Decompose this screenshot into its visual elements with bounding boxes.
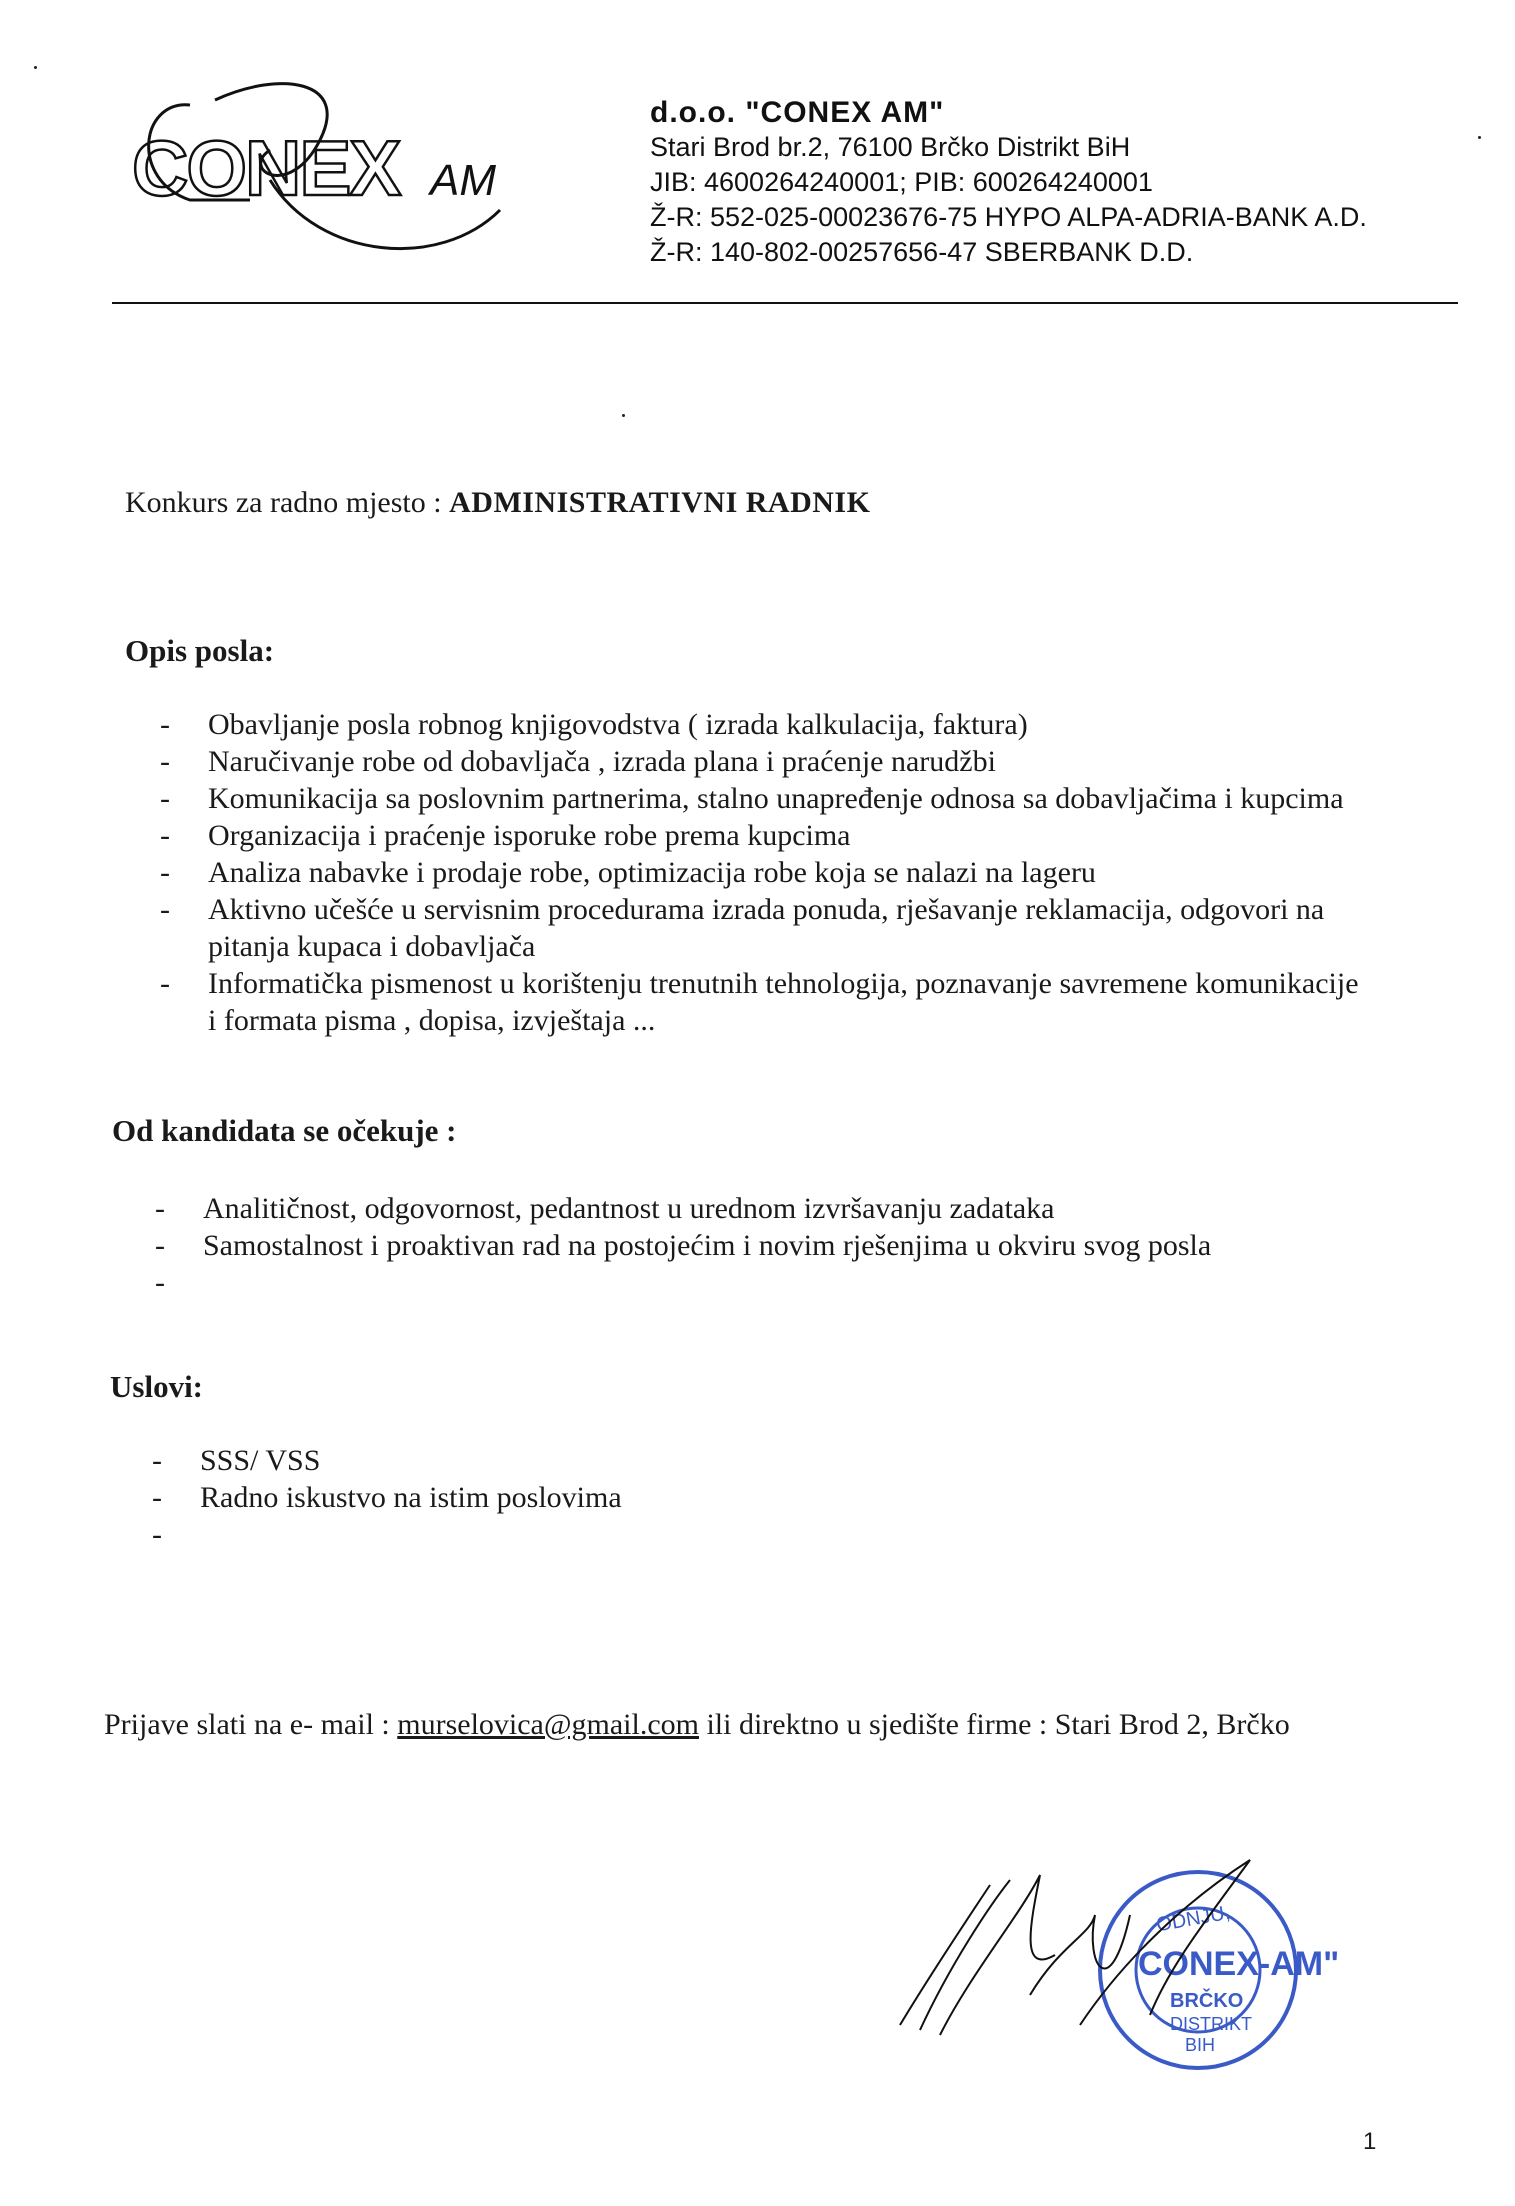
svg-text:BIH: BIH: [1185, 2035, 1216, 2055]
svg-text:CONEX: CONEX: [132, 124, 400, 212]
list-item: - Obavljanje posla robnog knjigovodstva ( izrada kalkulacija, faktura): [160, 706, 1359, 743]
list-item: - Aktivno učešće u servisnim procedurama izrada ponuda, rješavanje reklamacija, odgovori na pitanja kupaca i dobavljača: [160, 891, 1359, 965]
svg-text:AM: AM: [430, 156, 496, 205]
svg-text:DISTRIKT: DISTRIKT: [1170, 2014, 1253, 2034]
section-heading-uslovi: Uslovi:: [110, 1369, 203, 1404]
application-instructions: [104, 1706, 1290, 1744]
scan-speck: [34, 66, 37, 69]
list-item: - SSS/ VSS: [152, 1442, 622, 1479]
svg-text:BRČKO: BRČKO: [1170, 1990, 1244, 2012]
list-item: [155, 1264, 1211, 1301]
bank-account-2: Ž-R: 140-802-00257656-47 SBERBANK D.D.: [650, 237, 1194, 267]
apply-prefix: Prijave slati na e- mail :: [104, 1708, 390, 1741]
company-info: [650, 95, 1367, 270]
svg-text:CONEX-AM": CONEX-AM": [1138, 1945, 1340, 1983]
company-address: Stari Brod br.2, 76100 Brčko Distrikt BiH: [650, 132, 1131, 162]
list-item: - Organizacija i praćenje isporuke robe prema kupcima: [160, 817, 1359, 854]
list-item: - Analitičnost, odgovornost, pedantnost u urednom izvršavanju zadataka: [155, 1190, 1211, 1227]
header-divider: [112, 302, 1458, 304]
opis-list: [160, 706, 1359, 1039]
job-position: ADMINISTRATIVNI RADNIK: [449, 486, 871, 519]
email-link[interactable]: murselovica@gmail.com: [397, 1708, 699, 1741]
list-item: - Radno iskustvo na istim poslovima: [152, 1479, 622, 1516]
scan-speck: [622, 414, 625, 417]
list-item: - Naručivanje robe od dobavljača , izrada plana i praćenje narudžbi: [160, 743, 1359, 780]
apply-suffix: ili direktno u sjedište firme : Stari Brod 2, Brčko: [706, 1708, 1290, 1741]
ocekuje-list: [155, 1190, 1211, 1301]
list-item: - Analiza nabavke i prodaje robe, optimizacija robe koja se nalazi na lageru: [160, 854, 1359, 891]
company-ids: JIB: 4600264240001; PIB: 600264240001: [650, 167, 1153, 197]
list-item: - Informatička pismenost u korištenju trenutnih tehnologija, poznavanje savremene komunikacije i formata pisma , dopisa, izvještaja ...: [160, 965, 1359, 1039]
bank-account-1: Ž-R: 552-025-00023676-75 HYPO ALPA-ADRIA-BANK A.D.: [650, 202, 1367, 232]
list-item: - Samostalnost i proaktivan rad na postojećim i novim rješenjima u okviru svog posla: [155, 1227, 1211, 1264]
page-number: 1: [1363, 2128, 1377, 2155]
list-item: - Komunikacija sa poslovnim partnerima, stalno unapređenje odnosa sa dobavljačima i kupcima: [160, 780, 1359, 817]
list-item: [152, 1516, 622, 1553]
job-title-line: [125, 484, 870, 522]
uslovi-list: [152, 1442, 622, 1553]
signature-stamp: [880, 1855, 1340, 2075]
scan-speck: [1478, 136, 1481, 139]
job-title-label: Konkurs za radno mjesto :: [125, 486, 442, 519]
section-heading-opis: Opis posla:: [125, 633, 275, 668]
company-name: d.o.o. "CONEX AM": [650, 96, 945, 129]
svg-text:ODNJU,: ODNJU,: [1154, 1901, 1232, 1937]
company-logo: [120, 60, 580, 290]
section-heading-ocekuje: Od kandidata se očekuje :: [112, 1113, 457, 1148]
